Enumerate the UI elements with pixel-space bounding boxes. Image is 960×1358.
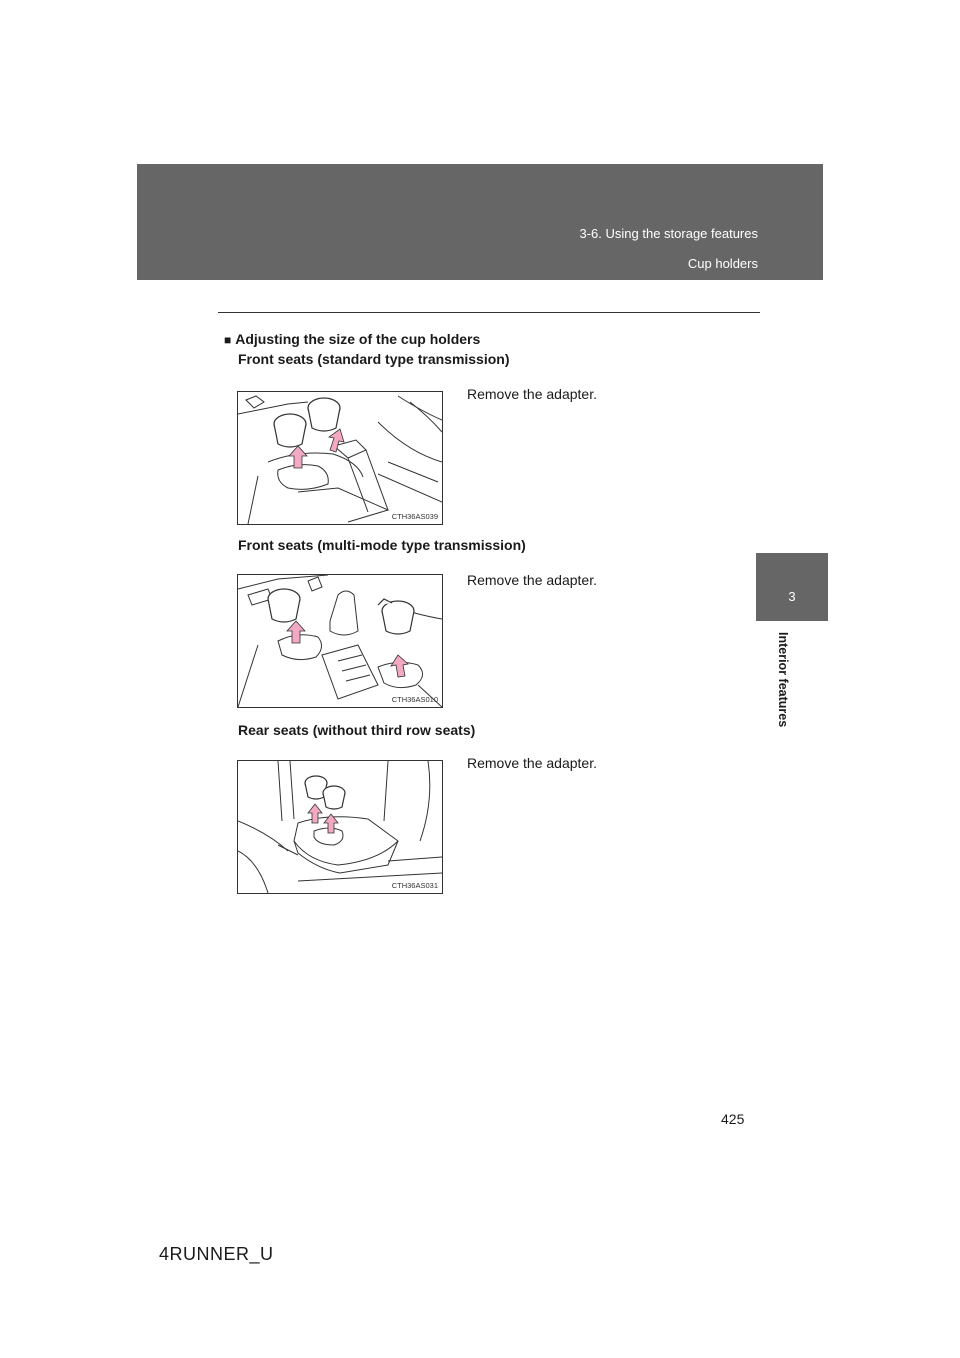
chapter-label: Interior features [776,632,790,728]
front-standard-illustration [238,392,442,524]
front-multimode-illustration [238,575,442,707]
figure-code: CTH36AS039 [391,512,438,521]
heading-square-icon: ■ [224,333,232,347]
figure-front-standard [237,391,443,525]
chapter-number: 3 [788,589,796,604]
caption-front-standard: Remove the adapter. [467,386,597,402]
caption-rear: Remove the adapter. [467,755,597,771]
figure-rear [237,760,443,894]
subhead-front-multimode: Front seats (multi-mode type transmission) [238,537,526,553]
rear-illustration [238,761,442,893]
page-number: 425 [721,1111,745,1127]
chapter-tab [756,553,828,621]
section-divider [218,312,760,313]
topic-heading [224,331,480,347]
figure-code: CTH36AS031 [391,881,438,890]
caption-front-multimode: Remove the adapter. [467,572,597,588]
topic-title: Cup holders [687,256,758,271]
footer-model-code: 4RUNNER_U [159,1244,274,1264]
subhead-rear: Rear seats (without third row seats) [238,722,476,738]
heading-text: Adjusting the size of the cup holders [235,331,481,347]
subhead-front-standard: Front seats (standard type transmission) [238,351,510,367]
page-header [137,164,823,280]
figure-code: CTH36AS010 [391,695,438,704]
section-title: 3-6. Using the storage features [579,226,758,241]
figure-front-multimode [237,574,443,708]
